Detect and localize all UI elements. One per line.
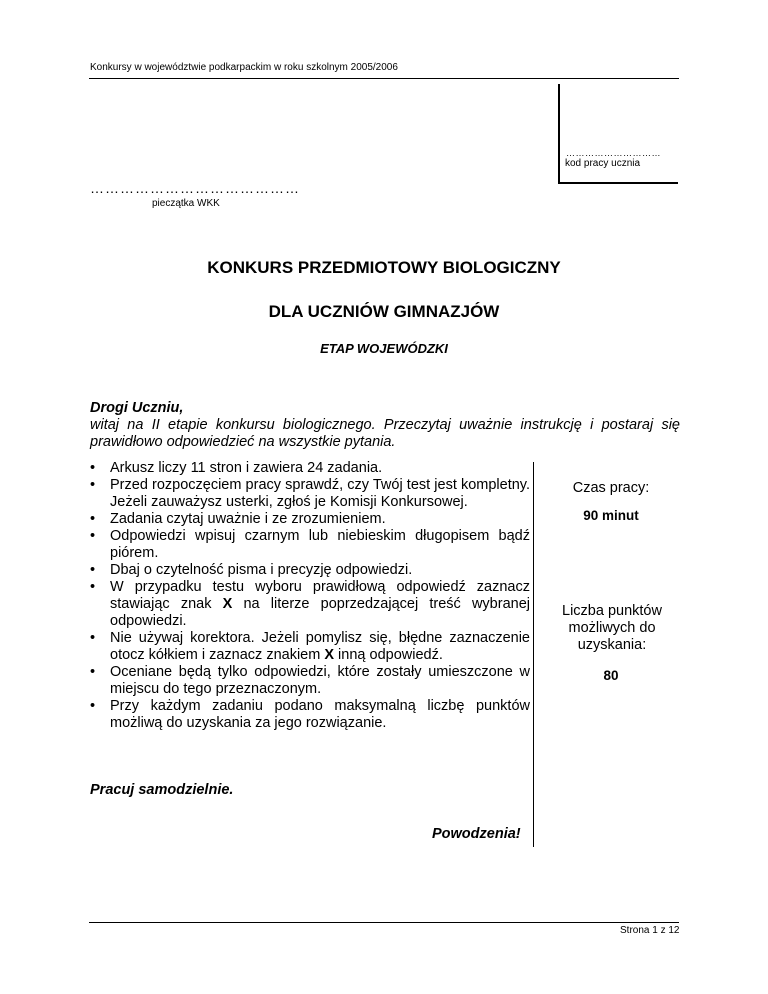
instruction-text: Przy każdym zadaniu podano maksymalną liczbę punktów możliwą do uzyskania za jego rozwiązanie. — [110, 698, 530, 731]
mark-x: X — [324, 647, 335, 663]
page-number: Strona 1 z 12 — [620, 925, 680, 936]
greeting-title: Drogi Uczniu, — [90, 400, 184, 416]
time-label: Czas pracy: — [572, 480, 650, 496]
bullet-icon: • — [90, 460, 96, 476]
points-value: 80 — [603, 668, 619, 683]
instruction-item — [90, 698, 530, 732]
instruction-text: Dbaj o czytelność pisma i precyzję odpowiedzi. — [110, 562, 413, 578]
contest-stage: ETAP WOJEWÓDZKI — [320, 341, 448, 356]
instruction-text: Odpowiedzi wpisuj czarnym lub niebieskim długopisem bądź piórem. — [110, 528, 530, 561]
instruction-text: Zadania czytaj uważnie i ze zrozumieniem. — [110, 511, 386, 527]
bullet-icon: • — [90, 630, 96, 646]
instruction-item — [90, 511, 530, 528]
greeting — [90, 400, 680, 451]
instruction-item — [90, 460, 530, 477]
bullet-icon: • — [90, 528, 96, 544]
student-code-box — [558, 84, 678, 184]
instruction-item — [90, 630, 530, 664]
bullet-icon: • — [90, 477, 96, 493]
contest-subtitle: DLA UCZNIÓW GIMNAZJÓW — [268, 302, 500, 321]
instruction-text: W przypadku testu wyboru prawidłową odpowiedź zaznacz stawiając znak — [110, 579, 530, 612]
student-code-field: ………………………… — [566, 148, 661, 158]
time-value: 90 minut — [583, 508, 639, 523]
bullet-icon: • — [90, 579, 96, 595]
instruction-text: Oceniane będą tylko odpowiedzi, które zostały umieszczone w miejscu do tego przeznaczonym. — [110, 664, 530, 697]
instruction-text: Arkusz liczy 11 stron i zawiera 24 zadania. — [110, 460, 383, 476]
instruction-item — [90, 562, 530, 579]
header-text: Konkursy w województwie podkarpackim w roku szkolnym 2005/2006 — [90, 62, 398, 73]
points-label: Liczba punktów możliwych do uzyskania: — [562, 603, 662, 653]
instruction-item — [90, 528, 530, 562]
footer-divider — [89, 922, 679, 923]
bullet-icon: • — [90, 562, 96, 578]
column-divider — [533, 462, 534, 847]
work-alone-note: Pracuj samodzielnie. — [90, 782, 234, 798]
contest-title: KONKURS PRZEDMIOTOWY BIOLOGICZNY — [207, 258, 561, 277]
greeting-body: witaj na II etapie konkursu biologicznego. Przeczytaj uważnie instrukcję i postaraj się prawidłowo odpowiedzieć na wszystkie pytania. — [90, 417, 680, 450]
bullet-icon: • — [90, 698, 96, 714]
bullet-icon: • — [90, 664, 96, 680]
instruction-text: Nie używaj korektora. Jeżeli pomylisz się, błędne zaznaczenie otocz kółkiem i zaznacz znakiem — [110, 630, 530, 663]
instruction-item — [90, 579, 530, 630]
bullet-icon: • — [90, 511, 96, 527]
instruction-text: Przed rozpoczęciem pracy sprawdź, czy Twój test jest kompletny. Jeżeli zauważysz usterki, zgłoś je Komisji Konkursowej. — [110, 477, 530, 510]
instructions-list — [90, 460, 530, 732]
stamp-label: pieczątka WKK — [152, 198, 220, 209]
stamp-field: …………………………………… — [90, 180, 300, 196]
mark-x: X — [222, 596, 233, 612]
good-luck-note: Powodzenia! — [432, 826, 521, 842]
instruction-item — [90, 477, 530, 511]
student-code-label: kod pracy ucznia — [565, 158, 641, 169]
instruction-text: inną odpowiedź. — [334, 647, 443, 663]
header-divider — [89, 78, 679, 79]
instruction-text: na literze poprzedzającej treść wybranej odpowiedzi. — [110, 596, 530, 629]
instruction-item — [90, 664, 530, 698]
